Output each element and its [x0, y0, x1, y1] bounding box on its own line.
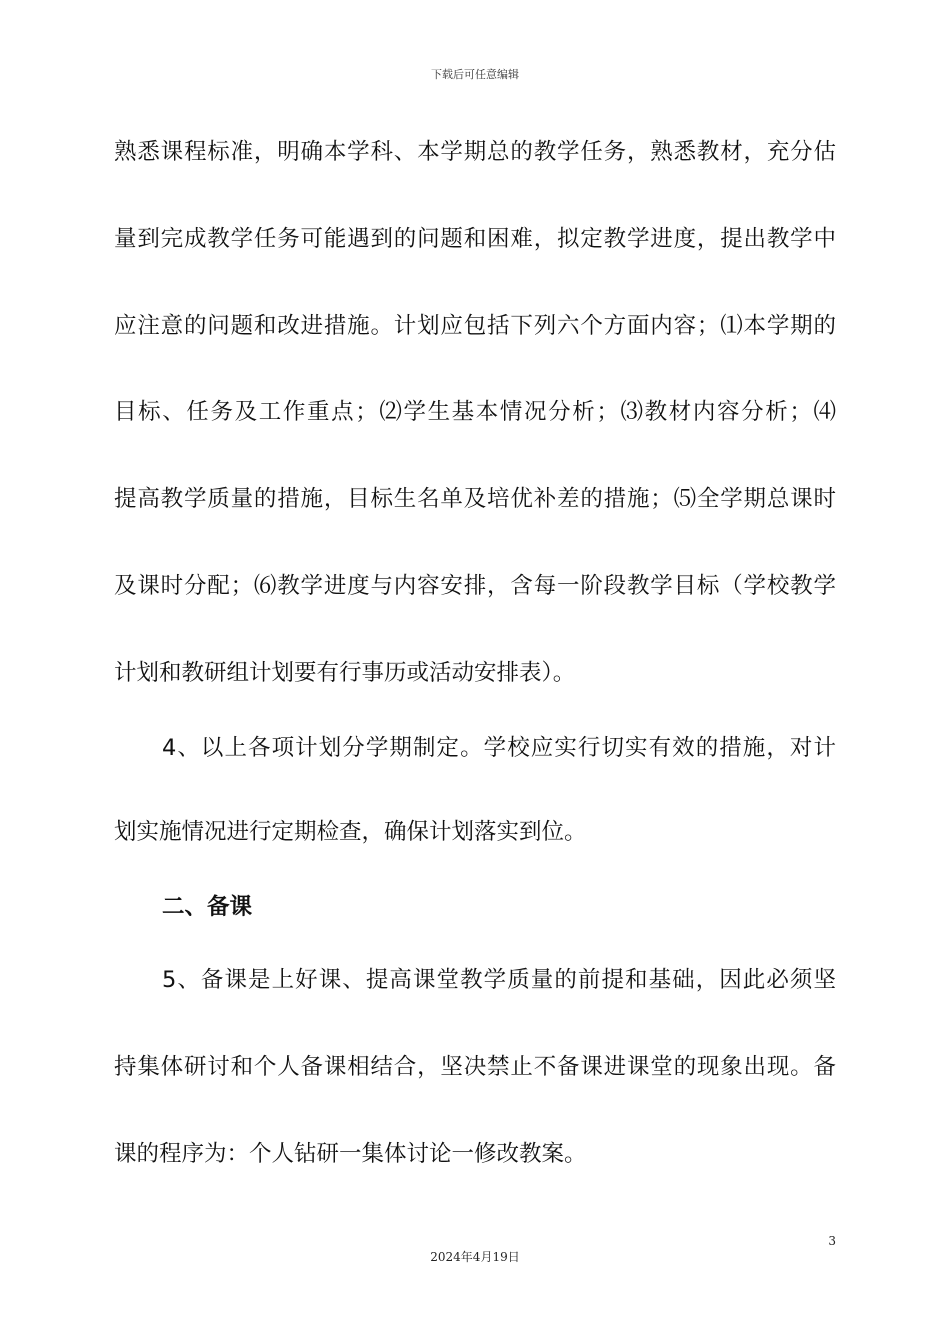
paragraph-3-line-1: 5、备课是上好课、提高课堂教学质量的前提和基础，因此必须坚: [162, 967, 836, 993]
paragraph-1-line-1: 熟悉课程标准，明确本学科、本学期总的教学任务，熟悉教材，充分估: [114, 139, 836, 165]
paragraph-1-line-3: 应注意的问题和改进措施。计划应包括下列六个方面内容；⑴本学期的: [114, 313, 836, 339]
section-heading: 二、备课: [162, 894, 253, 920]
paragraph-3-line-2: 持集体研讨和个人备课相结合，坚决禁止不备课进课堂的现象出现。备: [114, 1054, 836, 1080]
paragraph-1-line-2: 量到完成教学任务可能遇到的问题和困难，拟定教学进度，提出教学中: [114, 226, 836, 252]
paragraph-1-line-4: 目标、任务及工作重点；⑵学生基本情况分析；⑶教材内容分析；⑷: [114, 399, 836, 425]
paragraph-3-line-3: 课的程序为：个人钻研一集体讨论一修改教案。: [114, 1141, 587, 1167]
paragraph-2-line-1: 4、以上各项计划分学期制定。学校应实行切实有效的措施，对计: [162, 735, 836, 761]
paragraph-2-line-2: 划实施情况进行定期检查，确保计划落实到位。: [114, 819, 587, 845]
paragraph-1-line-6: 及课时分配；⑹教学进度与内容安排，含每一阶段教学目标（学校教学: [114, 573, 836, 599]
page-number: 3: [828, 1234, 836, 1248]
footer-date: 2024年4月19日: [430, 1250, 520, 1264]
page-header: 下载后可任意编辑: [431, 68, 519, 81]
paragraph-1-line-5: 提高教学质量的措施，目标生名单及培优补差的措施；⑸全学期总课时: [114, 486, 836, 512]
paragraph-1-line-7: 计划和教研组计划要有行事历或活动安排表）。: [114, 660, 576, 686]
